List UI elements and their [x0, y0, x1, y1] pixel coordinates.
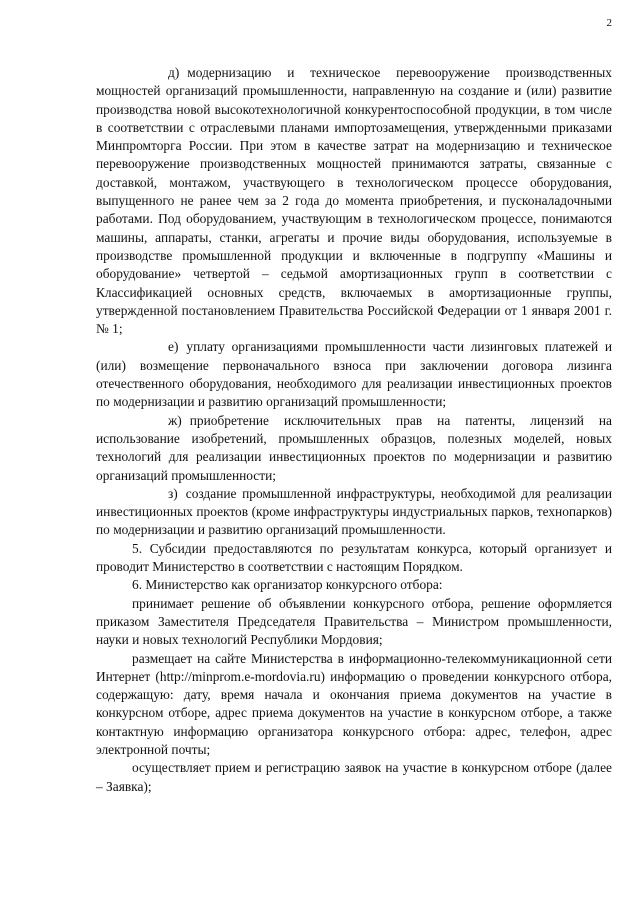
paragraph-publication: размещает на сайте Министерства в информационно-телекоммуникационной сети Интернет (http://minprom.e-mordovia.ru) информацию о проведении конкурсного отбора, содержащую: дату, время начала и окончания приема документов на участие в конкурсном отборе, адрес приема документов на участие в конкурсном отборе, а также контактную информацию организатора конкурсного отбора: адрес, телефон, адрес электронной почты; — [96, 650, 612, 757]
list-marker: д) — [168, 65, 180, 80]
page-number: 2 — [606, 17, 612, 29]
list-marker: е) — [168, 339, 179, 355]
paragraph-registration: осуществляет прием и регистрацию заявок на участие в конкурсном отборе (далее – Заявка); — [96, 760, 612, 794]
document-body — [96, 64, 612, 796]
paragraph-item-z — [96, 485, 612, 540]
list-marker: ж) — [168, 412, 182, 428]
paragraph-item-zh — [96, 412, 612, 485]
paragraph-clause-6: 6. Министерство как организатор конкурсного отбора: — [132, 577, 443, 593]
paragraph-text: модернизацию и техническое перевооружение производственных мощностей организаций промышленности, направленную на создание и (или) развитие производства новой высокотехнологичной конкурентоспособной продукции, в том числе в соответствии с отраслевыми планами импортозамещения, утвержденными приказами Минпромторга России. При этом в качестве затрат на модернизацию и техническое перевооружение производственных мощностей принимаются затраты, связанные с доставкой, монтажом, участвующего в технологическом процессе оборудования, выпущенного не ранее чем за 2 года до момента приобретения, и пусконаладочными работами. Под оборудованием, участвующим в технологическом процессе, понимаются машины, аппараты, станки, агрегаты и прочие виды оборудования, используемые в производстве промышленной продукции и включенные в подгруппу «Машины и оборудование» четвертой – седьмой амортизационных групп в соответствии с Классификацией основных средств, включаемых в амортизационные группы, утвержденной постановлением Правительства Российской Федерации от 1 января 2001 г. № 1; — [96, 65, 612, 337]
paragraph-decision: принимает решение об объявлении конкурсного отбора, решение оформляется приказом Заместителя Председателя Правительства – Министром промышленности, науки и новых технологий Республики Мордовия; — [96, 595, 612, 648]
paragraph-item-e — [96, 338, 612, 411]
paragraph-text: приобретение исключительных прав на патенты, лицензий на использование изобретений, промышленных образцов, полезных моделей, новых технологий для реализации инвестиционных проектов по модернизации и развитию организаций промышленности; — [96, 412, 612, 483]
paragraph-item-d — [96, 64, 612, 338]
paragraph-clause-5: 5. Субсидии предоставляются по результатам конкурса, который организует и проводит Министерство в соответствии с настоящим Порядком. — [96, 540, 612, 575]
paragraph-text: уплату организациями промышленности части лизинговых платежей и (или) возмещение первоначального взноса при заключении договора лизинга отечественного оборудования, необходимого для реализации инвестиционных проектов по модернизации и развитию организаций промышленности; — [96, 339, 612, 410]
list-marker: з) — [168, 485, 178, 501]
paragraph-text: создание промышленной инфраструктуры, необходимой для реализации инвестиционных проектов (кроме инфраструктуры индустриальных парков, технопарков) по модернизации и развитию организаций промышленности. — [96, 485, 612, 538]
